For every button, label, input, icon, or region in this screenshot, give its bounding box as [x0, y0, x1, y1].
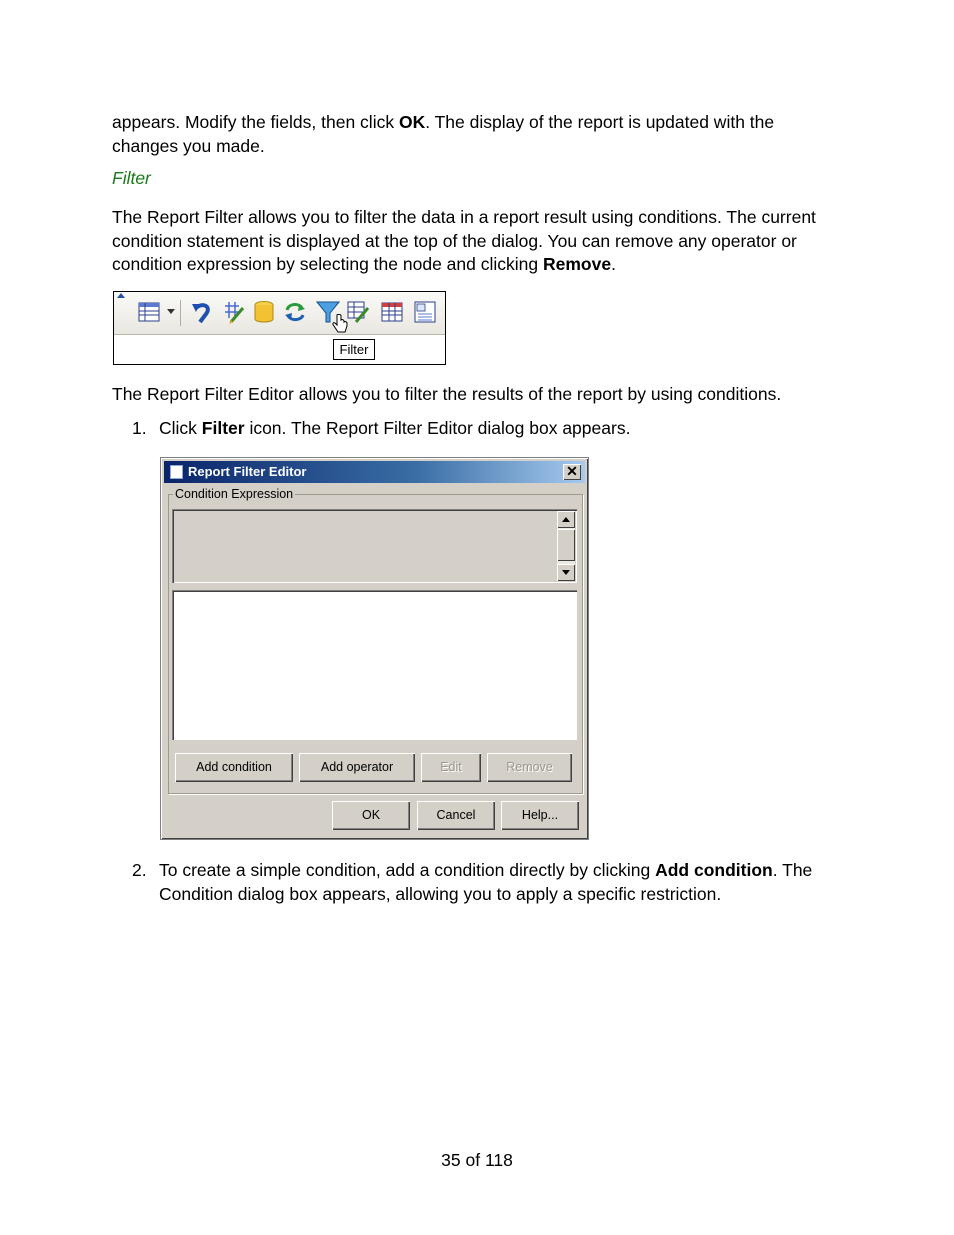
- edit-button[interactable]: Edit: [421, 753, 481, 782]
- scroll-down-button[interactable]: [557, 564, 575, 581]
- dropdown-arrow-icon: [167, 309, 175, 315]
- expression-scrollbar[interactable]: [557, 511, 575, 581]
- refresh-icon: [283, 300, 307, 324]
- cancel-button[interactable]: Cancel: [417, 801, 495, 830]
- database-icon: [252, 300, 276, 324]
- step-text: [159, 859, 839, 906]
- editor-paragraph: The Report Filter Editor allows you to filter the results of the report by using conditions.: [112, 384, 782, 404]
- text-panel-icon: [413, 300, 437, 324]
- step-number: 2.: [132, 860, 147, 880]
- add-condition-button[interactable]: Add condition: [175, 753, 293, 782]
- hand-cursor-icon: [332, 314, 348, 334]
- report-filter-editor-dialog: [160, 457, 589, 840]
- step-number: 1.: [132, 418, 147, 438]
- ok-button[interactable]: OK: [332, 801, 410, 830]
- collapse-arrow-icon: [117, 293, 125, 299]
- toolbar-screenshot: [113, 291, 446, 365]
- scroll-up-button[interactable]: [557, 511, 575, 528]
- dialog-app-icon: [170, 465, 183, 479]
- dialog-title: Report Filter Editor: [188, 464, 307, 479]
- add-operator-button[interactable]: Add operator: [299, 753, 415, 782]
- help-button[interactable]: Help...: [501, 801, 579, 830]
- step-text-before: Click: [159, 418, 202, 438]
- ok-bold: OK: [398, 112, 426, 132]
- table-edit-icon: [346, 300, 370, 324]
- filter-paragraph: [112, 206, 832, 277]
- grid-edit-icon: [221, 300, 245, 324]
- remove-button[interactable]: Remove: [487, 753, 572, 782]
- intro-paragraph: [112, 111, 832, 158]
- condition-tree[interactable]: [172, 590, 577, 740]
- scroll-down-icon: [562, 570, 570, 575]
- intro-text: appears. Modify the fields, then click: [112, 112, 399, 132]
- intro-text-end: . The display of the report is updated with the changes you made.: [112, 112, 775, 156]
- page-number: 35 of 118: [441, 1150, 513, 1170]
- remove-bold: Remove: [542, 254, 612, 274]
- filter-text: The Report Filter allows you to filter the data in a report result using conditions. The current condition statement is displayed at the top of the dialog. You can remove any operator or condition expression by selecting the node and clicking: [112, 207, 816, 274]
- step-bold: Filter: [201, 418, 245, 438]
- scroll-up-icon: [562, 517, 570, 522]
- step-text-before: To create a simple condition, add a condition directly by clicking: [159, 860, 656, 880]
- table-icon: [137, 300, 161, 324]
- condition-expression-label: Condition Expression: [175, 487, 294, 501]
- toolbar-bar: [114, 292, 445, 335]
- filter-text-end: .: [611, 254, 616, 274]
- condition-expression-field[interactable]: [172, 509, 577, 583]
- filter-tooltip: Filter: [333, 339, 375, 360]
- undo-icon: [190, 300, 214, 324]
- step-text: [159, 417, 839, 441]
- scroll-thumb[interactable]: [557, 529, 575, 561]
- step-bold: Add condition: [655, 860, 773, 880]
- close-button[interactable]: ✕: [563, 464, 581, 480]
- dialog-titlebar: [164, 461, 585, 483]
- table-grid-icon: [380, 300, 404, 324]
- step-text-after: . The Condition dialog box appears, allowing you to apply a specific restriction.: [159, 860, 813, 904]
- step-text-after: icon. The Report Filter Editor dialog box appears.: [244, 418, 631, 438]
- section-heading-filter: Filter: [112, 168, 151, 188]
- toolbar-separator: [180, 300, 181, 326]
